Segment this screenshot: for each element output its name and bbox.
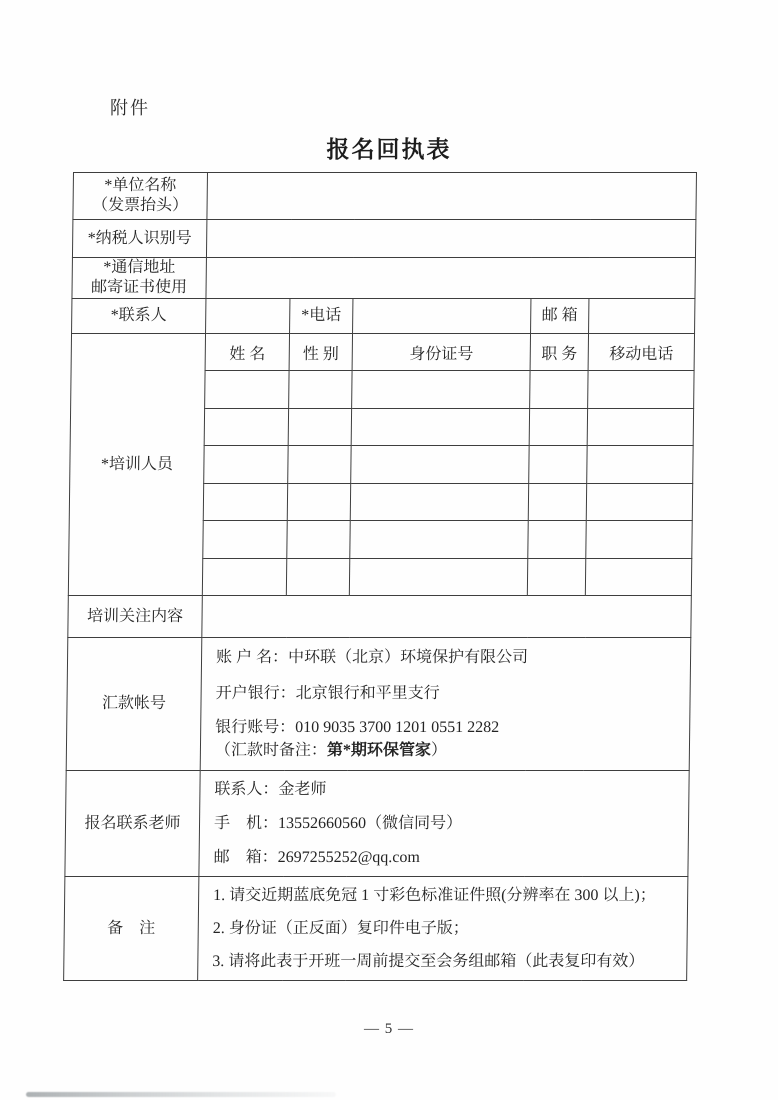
address-label	[72, 258, 207, 299]
remarks-content-cell	[198, 877, 688, 981]
trainee-cell	[203, 484, 287, 521]
remittance-content-cell	[200, 638, 691, 771]
row-contact	[72, 299, 695, 334]
address-label-line1: *通信地址	[103, 259, 176, 276]
row-unit-name	[73, 173, 697, 220]
taxpayer-id-value-cell	[206, 220, 696, 258]
trainee-col-id-number: 身份证号	[352, 334, 530, 371]
unit-name-label-line2: （发票抬头）	[91, 197, 189, 214]
attachment-label: 附件	[110, 98, 150, 118]
remarks-item-1: 1. 请交近期蓝底免冠 1 寸彩色标准证件照(分辨率在 300 以上)；	[213, 887, 656, 904]
trainee-cell	[351, 409, 529, 446]
unit-name-label-line1: *单位名称	[104, 177, 177, 194]
trainee-cell	[351, 446, 529, 484]
remittance-bank-account: 银行账号：010 9035 3700 1201 0551 2282	[215, 719, 500, 736]
contact-label: *联系人	[72, 299, 206, 334]
teacher-content-cell	[199, 771, 689, 877]
row-taxpayer-id	[72, 220, 696, 258]
trainee-cell	[287, 484, 350, 521]
taxpayer-id-label: *纳税人识别号	[72, 220, 206, 258]
row-training-focus	[68, 596, 692, 638]
teacher-lines	[199, 771, 688, 876]
trainee-cell	[587, 446, 694, 484]
trainee-cell	[288, 409, 351, 446]
trainee-cell	[352, 371, 530, 409]
trainee-cell	[203, 521, 287, 559]
address-label-line2: 邮寄证书使用	[90, 279, 188, 296]
teacher-mobile: 手 机：13552660560（微信同号）	[213, 815, 463, 832]
remarks-item-3: 3. 请将此表于开班一周前提交至会务组邮箱（此表复印有效）	[212, 953, 645, 970]
trainee-cell	[586, 484, 693, 521]
email-label: 邮 箱	[531, 299, 589, 334]
trainee-cell	[204, 409, 288, 446]
trainee-cell	[587, 409, 694, 446]
row-trainee-header	[71, 334, 695, 371]
remittance-bank-branch: 开户银行：北京银行和平里支行	[215, 685, 440, 702]
contact-value-cell	[206, 299, 290, 334]
unit-name-value-cell	[207, 173, 697, 220]
trainee-col-mobile: 移动电话	[588, 334, 695, 371]
phone-value-cell	[353, 299, 531, 334]
remittance-lines	[201, 639, 691, 769]
row-teacher	[65, 771, 689, 877]
trainee-cell	[585, 559, 692, 596]
trainee-cell	[205, 371, 289, 409]
trainee-cell	[586, 521, 693, 559]
trainee-cell	[528, 484, 586, 521]
trainee-col-gender: 性 别	[289, 334, 352, 371]
email-value-cell	[589, 299, 695, 334]
address-value-cell	[206, 258, 696, 299]
remittance-label: 汇款帐号	[66, 638, 202, 771]
trainee-col-name: 姓 名	[205, 334, 289, 371]
trainee-cell	[288, 446, 351, 484]
trainees-label: *培训人员	[68, 334, 205, 596]
remarks-item-2: 2. 身份证（正反面）复印件电子版；	[212, 920, 469, 937]
remarks-lines	[198, 877, 687, 980]
trainee-cell	[349, 559, 527, 596]
unit-name-label	[73, 173, 208, 220]
trainee-cell	[287, 521, 350, 559]
trainee-cell	[204, 446, 288, 484]
trainee-cell	[350, 521, 528, 559]
trainee-cell	[289, 371, 352, 409]
remittance-note-prefix: （汇款时备注：	[214, 742, 328, 759]
trainee-cell	[202, 559, 286, 596]
teacher-contact-name: 联系人：金老师	[214, 781, 327, 798]
trainee-cell	[588, 371, 695, 409]
remittance-note-suffix: ）	[430, 742, 448, 759]
page-title: 报名回执表	[326, 137, 452, 162]
trainee-cell	[528, 521, 586, 559]
trainee-cell	[529, 409, 587, 446]
trainee-cell	[530, 371, 588, 409]
teacher-email: 邮 箱：2697255252@qq.com	[213, 849, 421, 866]
training-focus-value-cell	[202, 596, 692, 638]
page-number: — 5 —	[364, 1021, 414, 1037]
training-focus-label: 培训关注内容	[68, 596, 203, 638]
registration-form-table	[63, 172, 697, 981]
remittance-note	[215, 740, 679, 761]
remittance-note-bold: 第*期环保管家	[326, 742, 432, 759]
form-table-wrap	[63, 172, 697, 981]
trainee-cell	[529, 446, 587, 484]
row-address	[72, 258, 696, 299]
phone-label: *电话	[290, 299, 353, 334]
row-remarks	[64, 877, 688, 981]
trainee-cell	[527, 559, 585, 596]
scan-smudge-artifact	[26, 1092, 336, 1097]
trainee-cell	[350, 484, 528, 521]
trainee-cell	[286, 559, 349, 596]
trainee-col-position: 职 务	[530, 334, 588, 371]
row-remittance	[66, 638, 691, 771]
teacher-label: 报名联系老师	[65, 771, 200, 877]
remarks-label: 备 注	[64, 877, 199, 981]
remittance-account-name: 账 户 名：中环联（北京）环境保护有限公司	[215, 649, 529, 666]
